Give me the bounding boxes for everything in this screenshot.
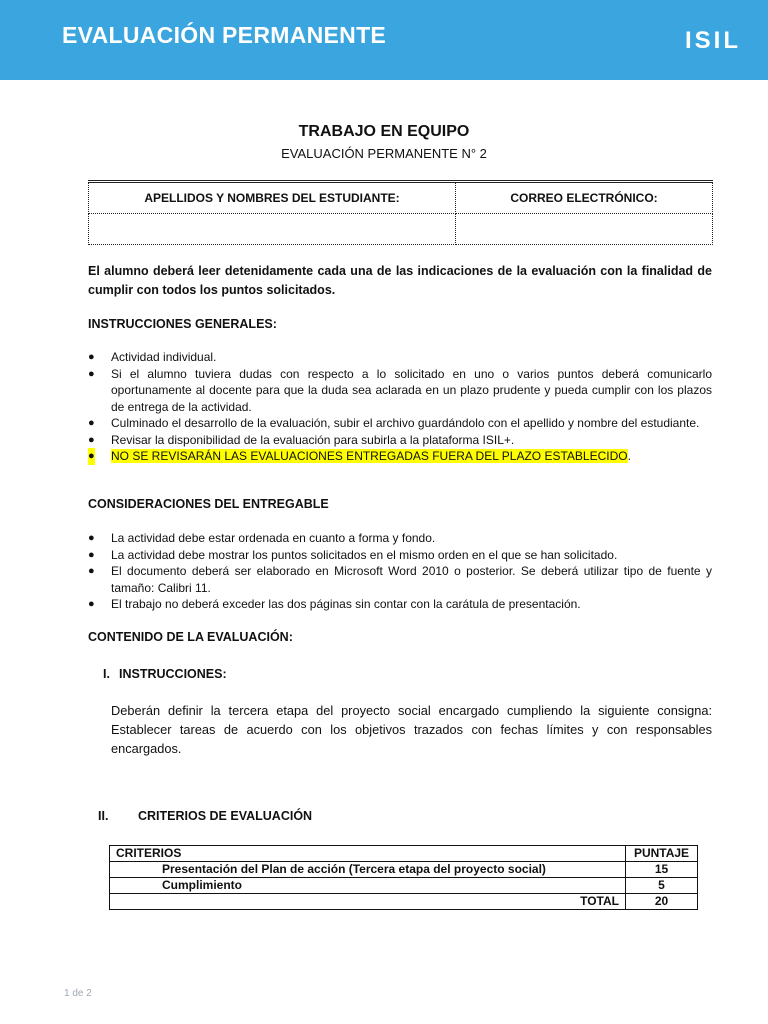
bullet-icon: ● — [88, 532, 95, 544]
bullet-icon: ● — [88, 448, 95, 465]
section-2-number: II. — [98, 809, 109, 823]
general-instructions-list — [88, 349, 712, 465]
list-item: ● NO SE REVISARÁN LAS EVALUACIONES ENTREGADAS FUERA DEL PLAZO ESTABLECIDO. — [88, 449, 631, 463]
section-1-number: I. — [103, 667, 110, 681]
deliverable-list — [88, 530, 712, 613]
bullet-icon: ● — [88, 548, 95, 561]
header-banner — [0, 0, 768, 80]
points-header: PUNTAJE — [626, 846, 698, 862]
list-item: ● El trabajo no deberá exceder las dos páginas sin contar con la carátula de presentación. — [88, 597, 581, 611]
points-cell: 15 — [626, 862, 698, 878]
bullet-icon: ● — [88, 565, 95, 577]
deliverable-heading: CONSIDERACIONES DEL ENTREGABLE — [88, 497, 329, 511]
table-row — [110, 894, 698, 910]
student-info-table — [88, 180, 713, 245]
list-item: ● El documento deberá ser elaborado en Microsoft Word 2010 o posterior. Se deberá utilizar tipo de fuente y tamaño: Calibri 11. — [88, 564, 712, 595]
email-field[interactable] — [456, 214, 713, 245]
content-heading: CONTENIDO DE LA EVALUACIÓN: — [88, 630, 293, 644]
table-row — [110, 862, 698, 878]
bullet-icon: ● — [88, 598, 95, 610]
total-label: TOTAL — [110, 894, 626, 910]
highlighted-warning: NO SE REVISARÁN LAS EVALUACIONES ENTREGADAS FUERA DEL PLAZO ESTABLECIDO — [111, 449, 628, 463]
header-title: EVALUACIÓN PERMANENTE — [62, 22, 387, 48]
bullet-icon: ● — [88, 433, 95, 446]
page-number: 1 de 2 — [64, 988, 92, 999]
bullet-icon: ● — [88, 417, 95, 429]
total-points: 20 — [626, 894, 698, 910]
document-title: TRABAJO EN EQUIPO — [298, 123, 470, 140]
list-item: ● La actividad debe estar ordenada en cuanto a forma y fondo. — [88, 531, 436, 545]
list-item: ● Revisar la disponibilidad de la evaluación para subirla a la plataforma ISIL+. — [88, 432, 515, 447]
section-2-title: CRITERIOS DE EVALUACIÓN — [138, 809, 313, 823]
criteria-header: CRITERIOS — [110, 846, 626, 862]
list-item: ● Si el alumno tuviera dudas con respecto a lo solicitado en uno o varios puntos deberá comunicarlo oportunamente al docente para que la duda sea aclarada en un plazo prudente y pueda cumplir con los plazos de entrega de la actividad. — [88, 366, 712, 414]
email-header: CORREO ELECTRÓNICO: — [456, 182, 713, 214]
table-row — [110, 846, 698, 862]
list-item: ● Culminado el desarrollo de la evaluación, subir el archivo guardándolo con el apellido y nombre del estudiante. — [88, 416, 700, 430]
section-1-paragraph: Deberán definir la tercera etapa del proyecto social encargado cumpliendo la siguiente consigna: Establecer tareas de acuerdo con los objetivos trazados con fechas límites y con responsables encargados. — [111, 703, 712, 756]
bullet-icon: ● — [88, 367, 95, 380]
bullet-icon: ● — [88, 351, 95, 363]
student-name-field[interactable] — [89, 214, 456, 245]
criteria-table — [109, 845, 698, 910]
points-cell: 5 — [626, 878, 698, 894]
criteria-cell: Presentación del Plan de acción (Tercera etapa del proyecto social) — [110, 862, 626, 878]
list-item: ● Actividad individual. — [88, 350, 217, 364]
student-name-header: APELLIDOS Y NOMBRES DEL ESTUDIANTE: — [89, 182, 456, 214]
table-row — [110, 878, 698, 894]
intro-paragraph: El alumno deberá leer detenidamente cada una de las indicaciones de la evaluación con la finalidad de cumplir con todos los puntos solicitados. — [88, 264, 712, 297]
isil-logo: ISIL — [684, 27, 741, 54]
document-subtitle: EVALUACIÓN PERMANENTE N° 2 — [281, 146, 487, 161]
general-instructions-heading: INSTRUCCIONES GENERALES: — [88, 317, 277, 331]
criteria-cell: Cumplimiento — [110, 878, 626, 894]
section-1-title: INSTRUCCIONES: — [119, 667, 227, 681]
list-item: ● La actividad debe mostrar los puntos solicitados en el mismo orden en el que se han solicitado. — [88, 547, 618, 562]
